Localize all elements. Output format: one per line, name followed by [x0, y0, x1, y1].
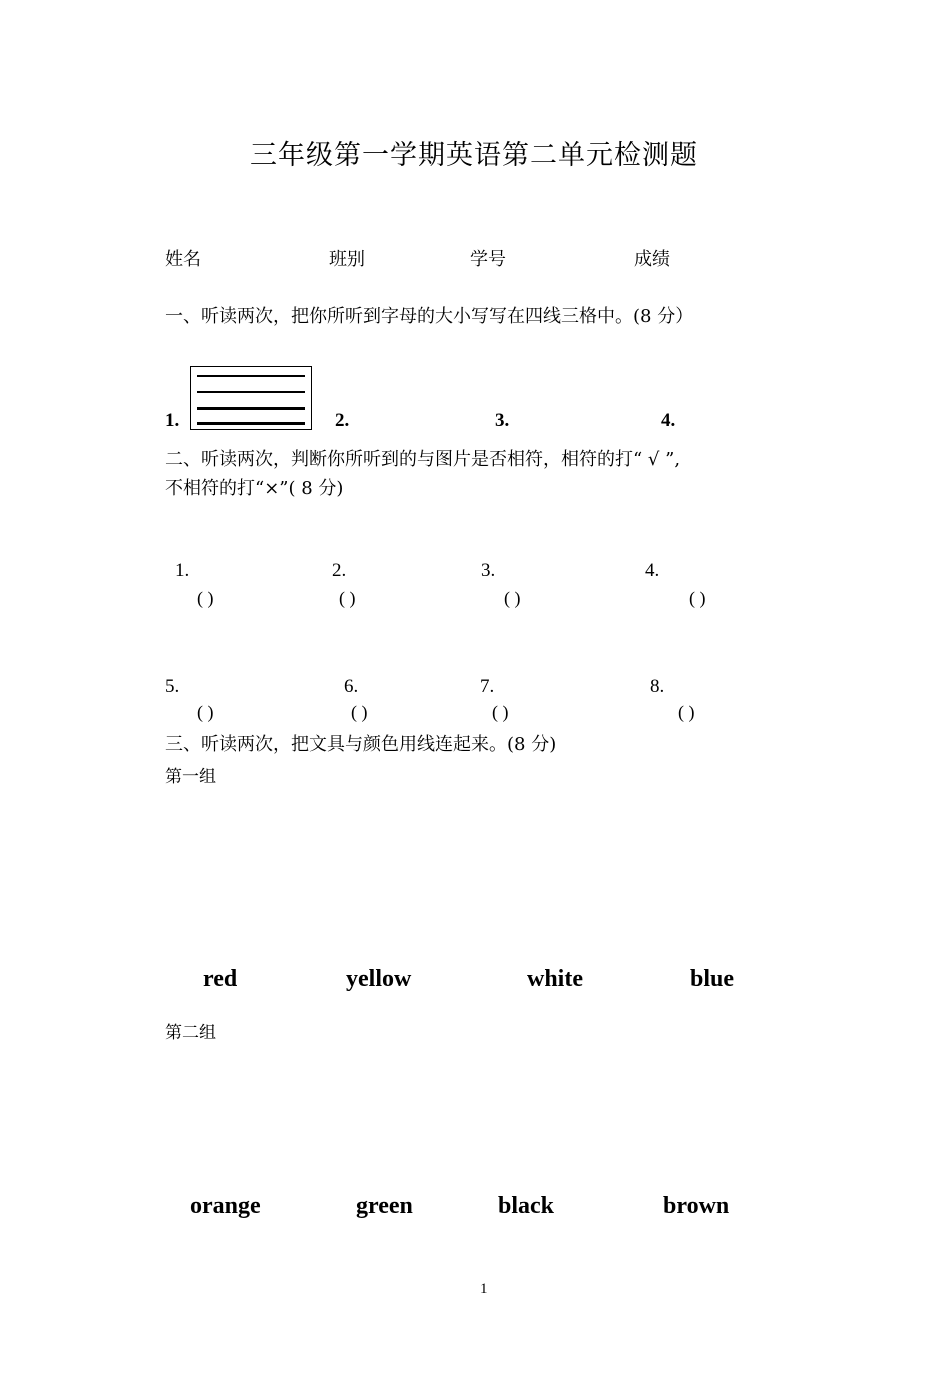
score-label: 成绩 [634, 249, 670, 270]
color-word-blue: blue [690, 966, 735, 992]
grid-line [197, 422, 305, 425]
group2-label: 第二组 [165, 1023, 216, 1043]
student-number-label: 学号 [470, 249, 506, 270]
page-title: 三年级第一学期英语第二单元检测题 [250, 140, 698, 171]
color-word-brown: brown [663, 1193, 730, 1219]
name-label: 姓名 [165, 249, 201, 270]
color-word-green: green [356, 1193, 413, 1219]
answer-parentheses[interactable]: ( ) [678, 702, 695, 722]
s1-item-number: 2. [335, 410, 350, 431]
section3-instruction: 三、听读两次，把文具与颜色用线连起来。(8 分) [165, 734, 557, 755]
answer-parentheses[interactable]: ( ) [197, 588, 214, 608]
answer-parentheses[interactable]: ( ) [351, 702, 368, 722]
page-number: 1 [480, 1281, 488, 1297]
s2-item-number: 6. [344, 676, 359, 697]
s1-item-number: 3. [495, 410, 510, 431]
section2-instruction-line1: 二、听读两次，判断你所听到的与图片是否相符，相符的打“ √ ”, [165, 449, 681, 470]
s2-item-number: 8. [650, 676, 665, 697]
four-line-grid [190, 366, 312, 430]
s2-item-number: 7. [480, 676, 495, 697]
s2-item-number: 5. [165, 676, 180, 697]
s2-item-number: 1. [175, 560, 190, 581]
answer-parentheses[interactable]: ( ) [689, 588, 706, 608]
color-word-white: white [527, 966, 583, 992]
answer-parentheses[interactable]: ( ) [339, 588, 356, 608]
answer-parentheses[interactable]: ( ) [197, 702, 214, 722]
color-word-red: red [203, 966, 238, 992]
grid-line [197, 407, 305, 410]
section2-instruction-line2: 不相符的打“×”( 8 分) [165, 478, 344, 499]
color-word-black: black [498, 1193, 555, 1219]
s2-item-number: 2. [332, 560, 347, 581]
group1-label: 第一组 [165, 767, 216, 787]
grid-line [197, 391, 305, 393]
color-word-yellow: yellow [346, 966, 412, 992]
s1-item-number: 1. [165, 410, 180, 431]
answer-parentheses[interactable]: ( ) [492, 702, 509, 722]
grid-line [197, 375, 305, 377]
answer-parentheses[interactable]: ( ) [504, 588, 521, 608]
section1-instruction: 一、听读两次，把你所听到字母的大小写写在四线三格中。(8 分） [165, 306, 694, 327]
s1-item-number: 4. [661, 410, 676, 431]
s2-item-number: 3. [481, 560, 496, 581]
color-word-orange: orange [190, 1193, 261, 1219]
class-label: 班别 [329, 249, 365, 270]
s2-item-number: 4. [645, 560, 660, 581]
